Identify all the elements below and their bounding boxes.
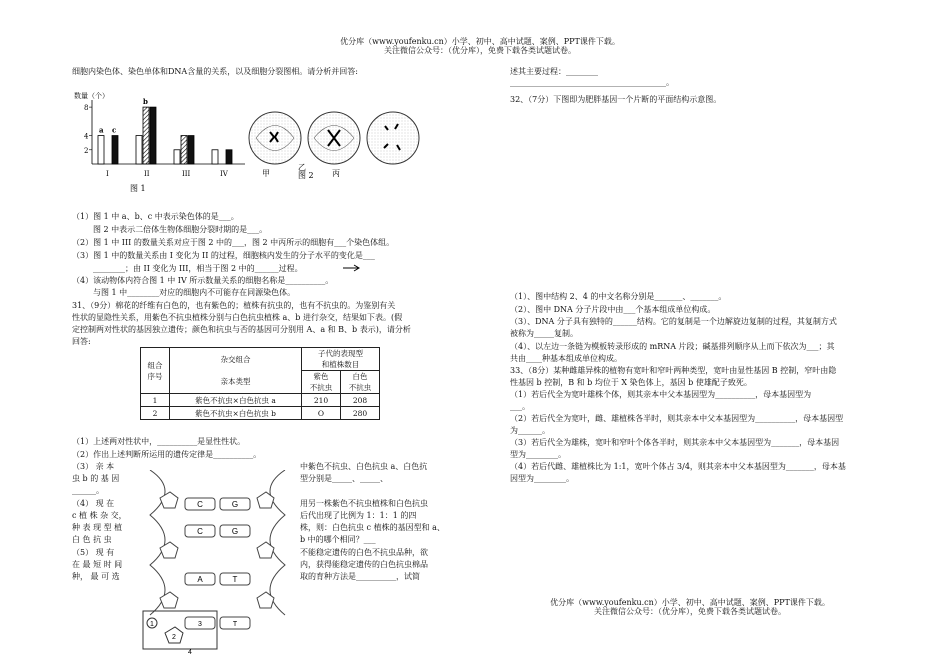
answer-31-1: （1）上述两对性状中，__________是显性性状。: [72, 437, 246, 446]
table-header-group: 组合 序号: [141, 348, 170, 394]
question-33b: 性基因 b 控制，B 和 b 均位于 X 染色体上，基因 b 使雄配子致死。: [510, 378, 752, 387]
question-33-4: （4）若后代雌、雄植株比为 1:1，宽叶个体占 3/4，则其亲本中父本基因型为_______，母本基: [510, 462, 846, 471]
box-label-4: 4: [188, 649, 192, 656]
answer-31-2: （2）作出上述判断所运用的遗传定律是__________。: [72, 450, 262, 459]
cross-table: [140, 347, 380, 420]
answer-31-4-right: 用另一株紫色不抗虫植株和白色抗虫: [300, 499, 428, 508]
question-30-1b: 图 2 中表示二倍体生物体细胞分裂时期的是___。: [93, 225, 268, 234]
question-30-4b: 与图 1 中________对应的细胞内不可能存在同源染色体。: [93, 288, 296, 297]
answer-31-5b-right: 内，获得能稳定遗传的白色抗虫棉品: [300, 560, 428, 569]
y-tick-label: 2: [84, 146, 89, 155]
bar-a-IV: [212, 150, 218, 164]
question-33-2b: 为______。: [510, 426, 550, 435]
header-line2: 关注微信公众号：（优分库），免费下载各类试题试卷。: [384, 46, 576, 55]
footer-line2: 关注微信公众号：（优分库），免费下载各类试题试卷。: [594, 607, 786, 616]
question-33: 33、（8分）某种雌雄异株的植物有宽叶和窄叶两种类型，宽叶由显性基因 B 控制，窄叶由隐: [510, 366, 837, 375]
y-axis-label: 数量（个）: [74, 92, 109, 100]
bar-c-III: [188, 136, 194, 164]
arrow-icon: [342, 263, 362, 273]
bar-c-II: [150, 107, 156, 164]
header-line1: 优分库（www.youfenku.cn）小学、初中、高中试题、案例、PPT课件下载。: [340, 37, 620, 46]
answer-31-3c: ______。: [72, 486, 104, 495]
series-label: c: [112, 125, 117, 135]
x-tick-label: IV: [220, 170, 228, 178]
bar-b-II: [143, 107, 149, 164]
question-32: 32、（7分）下图即为肥胖基因一个片断的平面结构示意图。: [510, 95, 722, 104]
y-tick-label: 4: [84, 132, 89, 141]
x-tick-label: II: [144, 170, 150, 178]
base-label: T: [232, 575, 238, 584]
figure2-label: 图 2: [298, 171, 314, 180]
answer-31-5-right: 不能稳定遗传的白色不抗虫品种，欲: [300, 548, 428, 557]
answer-31-3: （3） 亲 本: [72, 462, 115, 471]
answer-31-4c-right: 株，则：白色抗虫 c 植株的基因型和 a、: [300, 523, 445, 532]
question-32-3: （3）、DNA 分子具有独特的______结构。它的复制是一个边解旋边复制的过程，其复制方式: [510, 317, 837, 326]
question-30-3b: ________；由 II 变化为 III，相当于图 2 中的______过程。: [93, 264, 303, 273]
question-33-1: （1）若后代全为宽叶雄株个体，则其亲本中父本基因型为__________，母本基因型为: [510, 390, 812, 399]
table-header-white: 白色 不抗虫: [341, 371, 380, 394]
bar-b-III: [181, 136, 187, 164]
question-31c: 定控制两对性状的基因独立遗传；颜色和抗虫与否的基因可分别用 A、a 和 B、b 表示)，请分析: [72, 325, 411, 334]
x-tick-label: I: [106, 170, 109, 178]
cell-label-bing: 丙: [332, 169, 340, 178]
question-32-3b: 被称为_____复制。: [510, 329, 578, 338]
bar-a-III: [174, 150, 180, 164]
right-top-line2: _______________________________________。: [510, 78, 674, 87]
table-header-purple: 紫色 不抗虫: [302, 371, 341, 394]
answer-31-5b: 在 最 短 时 间: [72, 560, 123, 569]
table-header-parent: 亲本类型: [170, 371, 302, 394]
series-label: b: [143, 97, 148, 107]
answer-31-5: （5） 现 有: [72, 548, 115, 557]
answer-31-4b-right: 后代出现了比例为 1：1：1 的四: [300, 511, 417, 520]
dna-structure-diagram: [140, 470, 295, 656]
question-31: 31、（9分）棉花的纤维有白色的，也有紫色的；植株有抗虫的，也有不抗虫的。为鉴别有关: [72, 301, 396, 310]
table-header-offspring: 子代的表现型 和植株数目: [302, 348, 380, 371]
base-label: G: [231, 500, 239, 509]
box-label-3: 3: [198, 621, 202, 628]
table-header-cross: 杂交组合: [170, 348, 302, 371]
cell-label-yi: 乙: [298, 163, 306, 172]
question-32-4b: 共由____种基本组成单位构成。: [510, 354, 622, 363]
box-label-t: T: [232, 621, 238, 628]
answer-31-3b-right: 型分别是_____、_____、: [300, 474, 388, 483]
base-label: C: [197, 500, 203, 509]
bar-c-I: [112, 136, 118, 164]
answer-31-4: （4） 现 在: [72, 499, 115, 508]
answer-31-4d-right: b 中的哪个相同？___: [300, 535, 376, 544]
x-tick-label: III: [182, 170, 191, 178]
question-33-1b: ___。: [510, 402, 530, 411]
base-label: C: [197, 527, 203, 536]
question-30-4: （4）该动物体内符合图 1 中 IV 所示数量关系的细胞名称是__________。: [72, 276, 334, 285]
bar-a-I: [98, 136, 104, 164]
question-30-3: （3）图 1 中的数量关系由 I 变化为 II 的过程，细胞核内发生的分子水平的变化是___: [72, 251, 375, 260]
box-label-1: 1: [150, 621, 154, 628]
answer-31-3-right: 中紫色不抗虫、白色抗虫 a、白色抗: [300, 462, 428, 471]
answer-31-4b: c 植 株 杂 交，: [72, 511, 127, 520]
figure1-label: 图 1: [130, 184, 146, 193]
footer-line1: 优分库（www.youfenku.cn）小学、初中、高中试题、案例、PPT课件下载。: [550, 598, 830, 607]
right-top-line1: 述其主要过程：________: [510, 67, 598, 76]
question-32-1: （1）、图中结构 2、4 的中文名称分别是_______、_______。: [510, 292, 727, 301]
answer-31-4c: 种 表 现 型 植: [72, 523, 123, 532]
question-30-1: （1）图 1 中 a、b、c 中表示染色体的是___。: [72, 212, 239, 221]
question-32-2: （2）、图中 DNA 分子片段中由___个基本组成单位构成。: [510, 305, 716, 314]
base-label: G: [231, 527, 239, 536]
series-label: a: [99, 125, 104, 135]
bar-a-II: [136, 136, 142, 164]
intro-text: 细胞内染色体、染色单体和DNA含量的关系，以及细胞分裂图相。请分析并回答:: [72, 67, 358, 76]
question-33-3: （3）若后代全为雄株，宽叶和窄叶个体各半时，则其亲本中父本基因型为_______，母本基因: [510, 438, 840, 447]
bar-c-IV: [226, 150, 232, 164]
question-32-4: （4）、以左边一条链为模板转录形成的 mRNA 片段；碱基排列顺序从上而下依次为___；其: [510, 342, 835, 351]
figure2-cells: [248, 108, 438, 190]
answer-31-3b: 虫 b 的 基 因: [72, 474, 120, 483]
figure1-bar-chart: [60, 88, 250, 198]
table-row: 2 紫色不抗虫×白色抗虫 b O 280: [141, 407, 380, 420]
box-label-2: 2: [172, 634, 176, 641]
table-row: 1 紫色不抗虫×白色抗虫 a 210 208: [141, 394, 380, 407]
question-30-2: （2）图 1 中 III 的数量关系对应于图 2 中的___，图 2 中丙所示的细胞有___个染色体组。: [72, 238, 395, 247]
cell-bing: [367, 112, 419, 164]
cell-label-jia: 甲: [262, 169, 270, 178]
answer-31-5c-right: 取的育种方法是__________，试简: [300, 572, 420, 581]
answer-31-4d: 白 色 抗 虫: [72, 535, 112, 544]
question-31b: 性状的显隐性关系，用紫色不抗虫植株分别与白色抗虫植株 a、b 进行杂交，结果如下表。(假: [72, 313, 403, 322]
question-33-4b: 因型为________。: [510, 474, 574, 483]
base-label: A: [197, 575, 203, 584]
question-33-2: （2）若后代全为宽叶，雌、雄植株各半时，则其亲本中父本基因型为__________，母本基因型: [510, 414, 844, 423]
answer-31-5c: 种， 最 可 选: [72, 572, 120, 581]
y-tick-label: 8: [84, 104, 89, 113]
question-31d: 回答:: [72, 337, 91, 346]
question-33-3b: 型为________。: [510, 450, 566, 459]
